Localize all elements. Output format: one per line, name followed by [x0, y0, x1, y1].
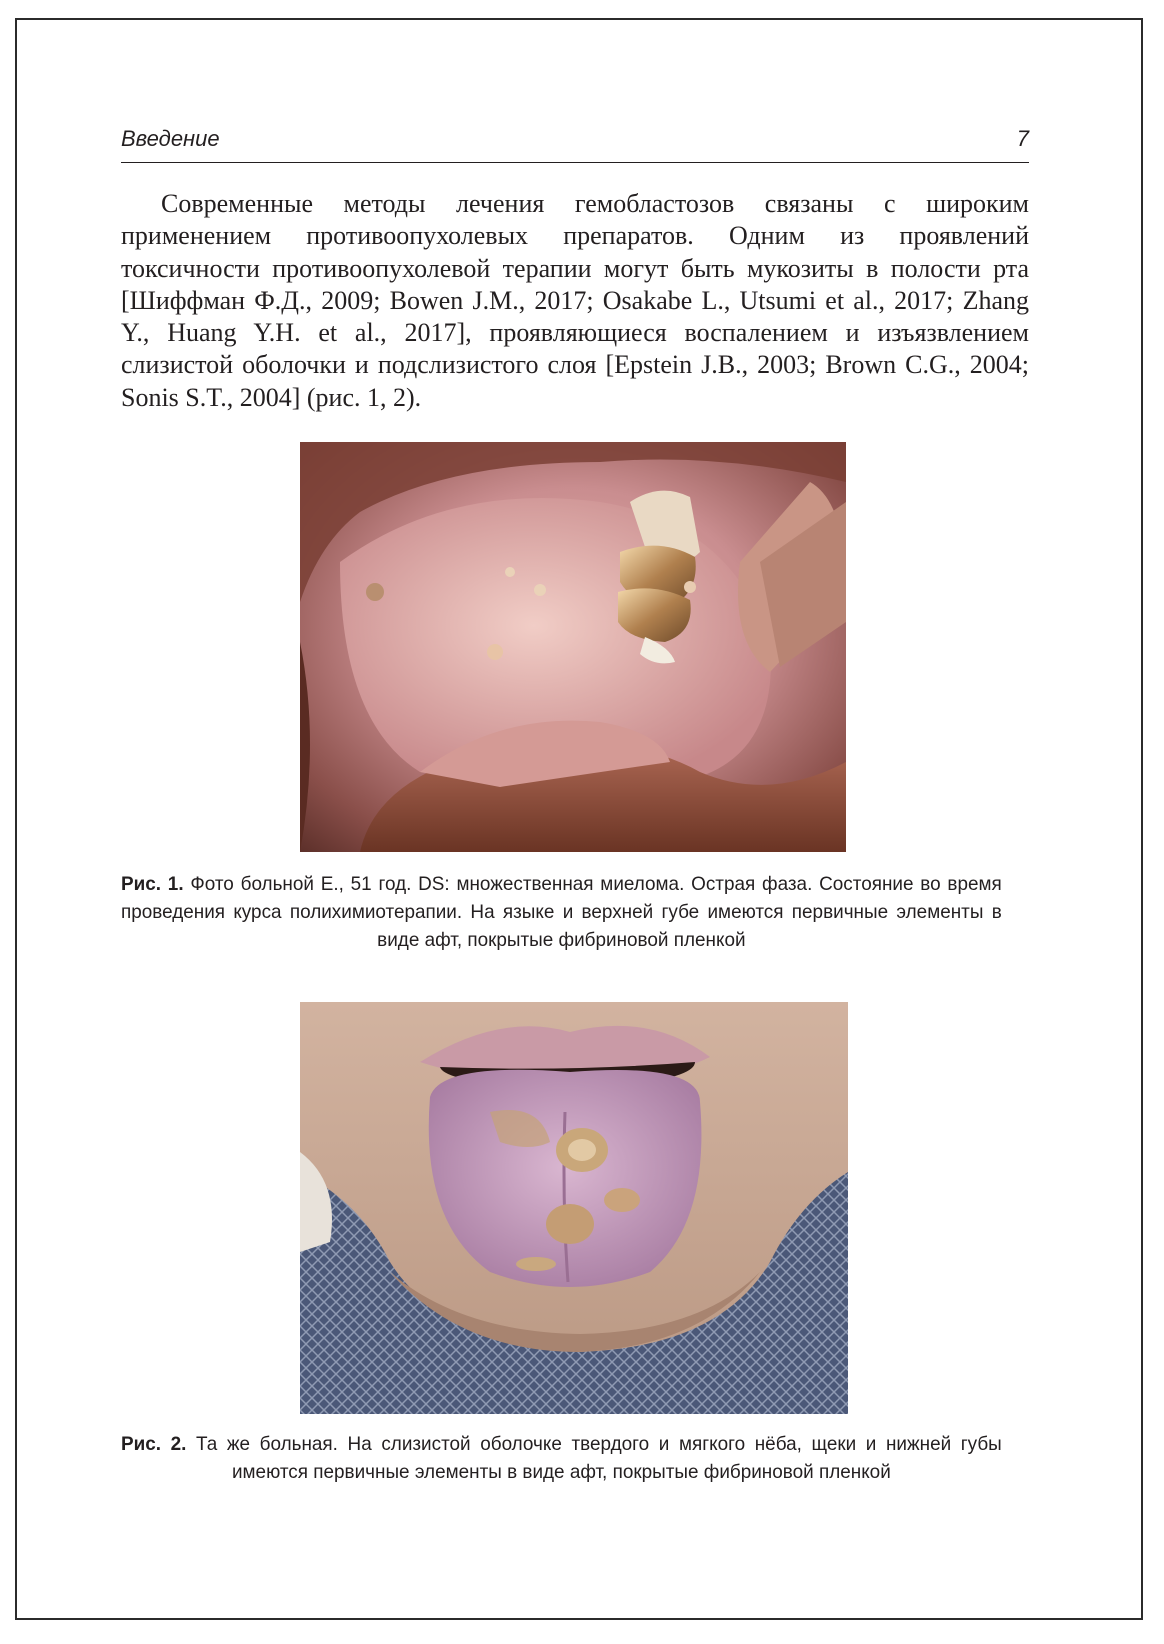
figure-1-caption — [121, 870, 1002, 954]
section-title: Введение — [121, 126, 220, 151]
running-head — [121, 126, 1029, 163]
figure-2-caption-text: Та же больная. На слизистой оболочке твердого и мягкого нёба, щеки и нижней губы имеются первичные элементы в виде афт, покрытые фибриновой пленкой — [186, 1433, 1002, 1483]
figure-1-label: Рис. 1. — [121, 873, 184, 895]
figure-2-caption — [121, 1430, 1002, 1486]
figure-2-label: Рис. 2. — [121, 1433, 187, 1455]
figure-1-photo — [300, 442, 846, 852]
figure-1-caption-text: Фото больной Е., 51 год. DS: множественная миелома. Острая фаза. Состояние во время проведения курса полихимиотерапии. На языке и верхней губе имеются первичные элементы в виде афт, покрытые фибриновой пленкой — [121, 873, 1002, 951]
page-number: 7 — [1016, 126, 1029, 151]
body-paragraph: Современные методы лечения гемобластозов связаны с широким применением противоопухолевых препаратов. Одним из проявлений токсичности противоопухолевой терапии могут быть мукозиты в полости рта [Шиффман Ф.Д., 2009; Bowen J.M., 2017; Osakabe L., Utsumi et al., 2017; Zhang Y., Huang Y.H. et al., 2017], проявляющиеся воспалением и изъязвлением слизистой оболочки и подслизистого слоя [Epstein J.B., 2003; Brown C.G., 2004; Sonis S.T., 2004] (рис. 1, 2). — [121, 189, 1029, 412]
figure-2-photo — [300, 1002, 848, 1414]
